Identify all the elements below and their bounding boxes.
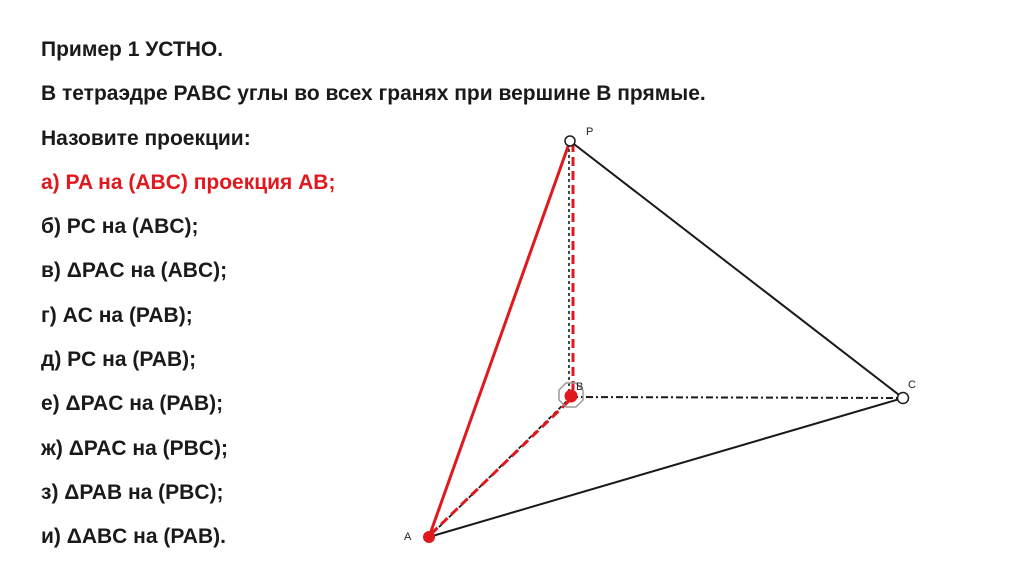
question-g: г) AC на (PAB);: [41, 303, 193, 327]
question-i: и) ΔABC на (PAB).: [41, 525, 226, 549]
question-e: е) ΔPAC на (PAB);: [41, 392, 224, 416]
vertex-label-P: P: [586, 126, 594, 138]
question-b: б) PC на (ABC);: [41, 215, 199, 239]
edge-PC: [570, 141, 903, 398]
question-zh: ж) ΔPAC на (PBC);: [41, 436, 228, 460]
vertex-A-marker: [423, 531, 435, 543]
task-title: Пример 1 УСТНО.: [41, 38, 224, 61]
vertex-label-C: C: [908, 379, 916, 391]
edge-BC: [571, 397, 903, 398]
vertex-C-marker: [898, 393, 909, 404]
task-statement: В тетраэдре PABC углы во всех гранях при вершине B прямые.: [41, 82, 706, 106]
question-d: д) PC на (PAB);: [41, 348, 197, 372]
question-a: а) PA на (ABC) проекция AB;: [41, 170, 336, 194]
edge-PA: [429, 141, 570, 537]
vertex-label-B: B: [576, 381, 584, 393]
vertex-label-A: A: [404, 531, 412, 543]
vertex-P-marker: [565, 136, 575, 146]
question-z: з) ΔPAB на (PBC);: [41, 480, 224, 504]
question-v: в) ΔPAC на (ABC);: [41, 259, 228, 283]
task-prompt: Назовите проекции:: [41, 126, 251, 150]
